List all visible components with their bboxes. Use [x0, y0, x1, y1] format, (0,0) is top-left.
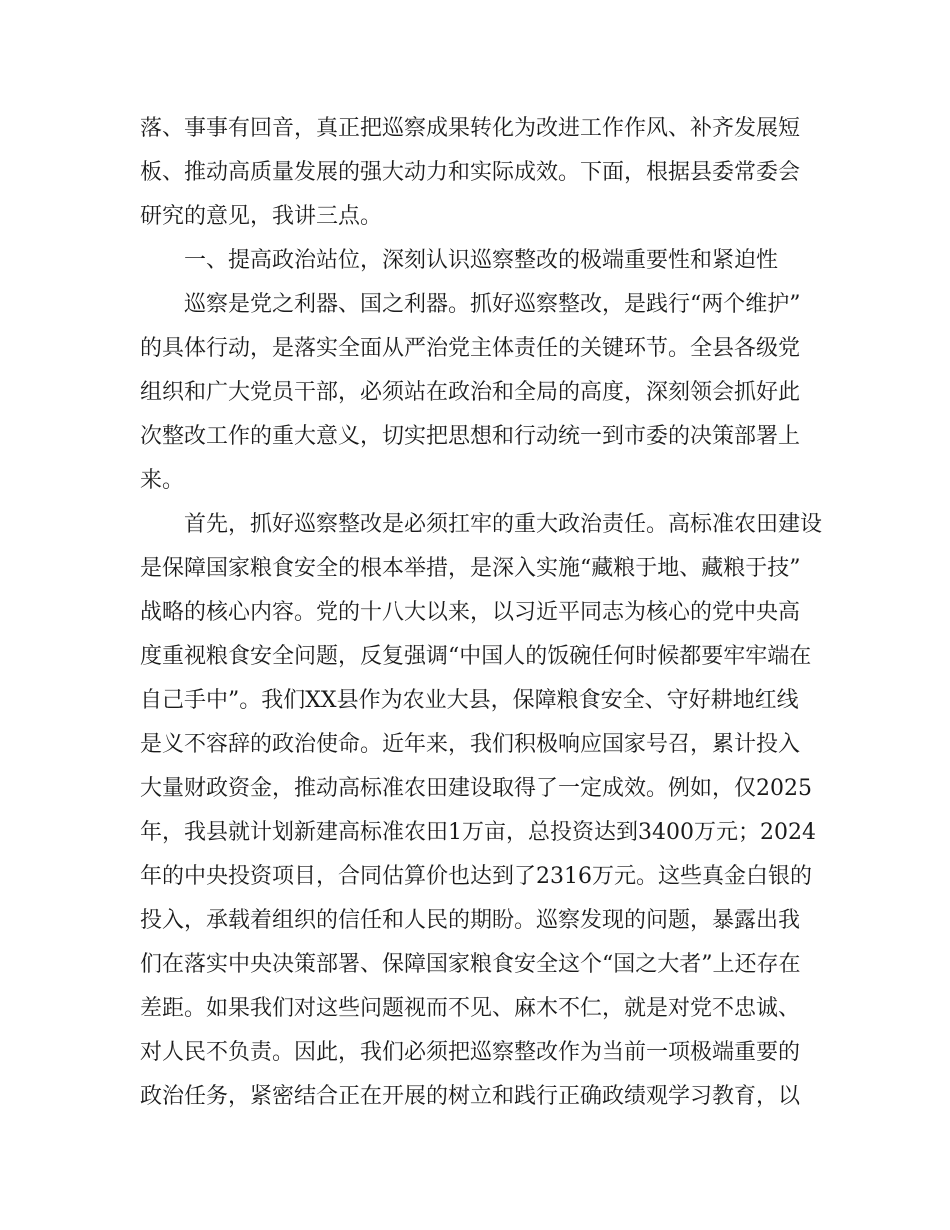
text-line: 自己手中”。我们XX县作为农业大县，保障粮食安全、守好耕地红线 [140, 688, 799, 713]
text-line: 年的中央投资项目，合同估算价也达到了2316万元。这些真金白银的 [140, 864, 812, 889]
text-line: 的具体行动，是落实全面从严治党主体责任的关键环节。全县各级党 [140, 336, 801, 361]
text-line: 是保障国家粮食安全的根本举措，是深入实施“藏粮于地、藏粮于技” [140, 556, 801, 581]
text-line: 们在落实中央决策部署、保障国家粮食安全这个“国之大者”上还存在 [140, 952, 801, 977]
text-line: 来。 [140, 468, 185, 493]
text-line: 投入，承载着组织的信任和人民的期盼。巡察发现的问题，暴露出我 [140, 908, 801, 933]
text-line: 度重视粮食安全问题，反复强调“中国人的饭碗任何时候都要牢牢端在 [140, 644, 812, 669]
text-line: 是义不容辞的政治使命。近年来，我们积极响应国家号召，累计投入 [140, 732, 801, 757]
text-line: 落、事事有回音，真正把巡察成果转化为改进工作作风、补齐发展短 [140, 116, 801, 141]
section-heading: 一、提高政治站位，深刻认识巡察整改的极端重要性和紧迫性 [184, 248, 779, 273]
text-line: 差距。如果我们对这些问题视而不见、麻木不仁，就是对党不忠诚、 [140, 996, 801, 1021]
text-line: 年，我县就计划新建高标准农田1万亩，总投资达到3400万元；2024 [140, 820, 816, 845]
text-line: 首先，抓好巡察整改是必须扛牢的重大政治责任。高标准农田建设 [184, 512, 823, 537]
text-line: 组织和广大党员干部，必须站在政治和全局的高度，深刻领会抓好此 [140, 380, 801, 405]
text-line: 战略的核心内容。党的十八大以来，以习近平同志为核心的党中央高 [140, 600, 801, 625]
text-line: 大量财政资金，推动高标准农田建设取得了一定成效。例如，仅2025 [140, 776, 812, 801]
text-line: 政治任务，紧密结合正在开展的树立和践行正确政绩观学习教育，以 [140, 1084, 801, 1109]
text-line: 研究的意见，我讲三点。 [140, 204, 383, 229]
text-line: 板、推动高质量发展的强大动力和实际成效。下面，根据县委常委会 [140, 160, 801, 185]
text-line: 对人民不负责。因此，我们必须把巡察整改作为当前一项极端重要的 [140, 1040, 801, 1065]
text-line: 次整改工作的重大意义，切实把思想和行动统一到市委的决策部署上 [140, 424, 801, 449]
text-line: 巡察是党之利器、国之利器。抓好巡察整改，是践行“两个维护” [184, 292, 801, 317]
